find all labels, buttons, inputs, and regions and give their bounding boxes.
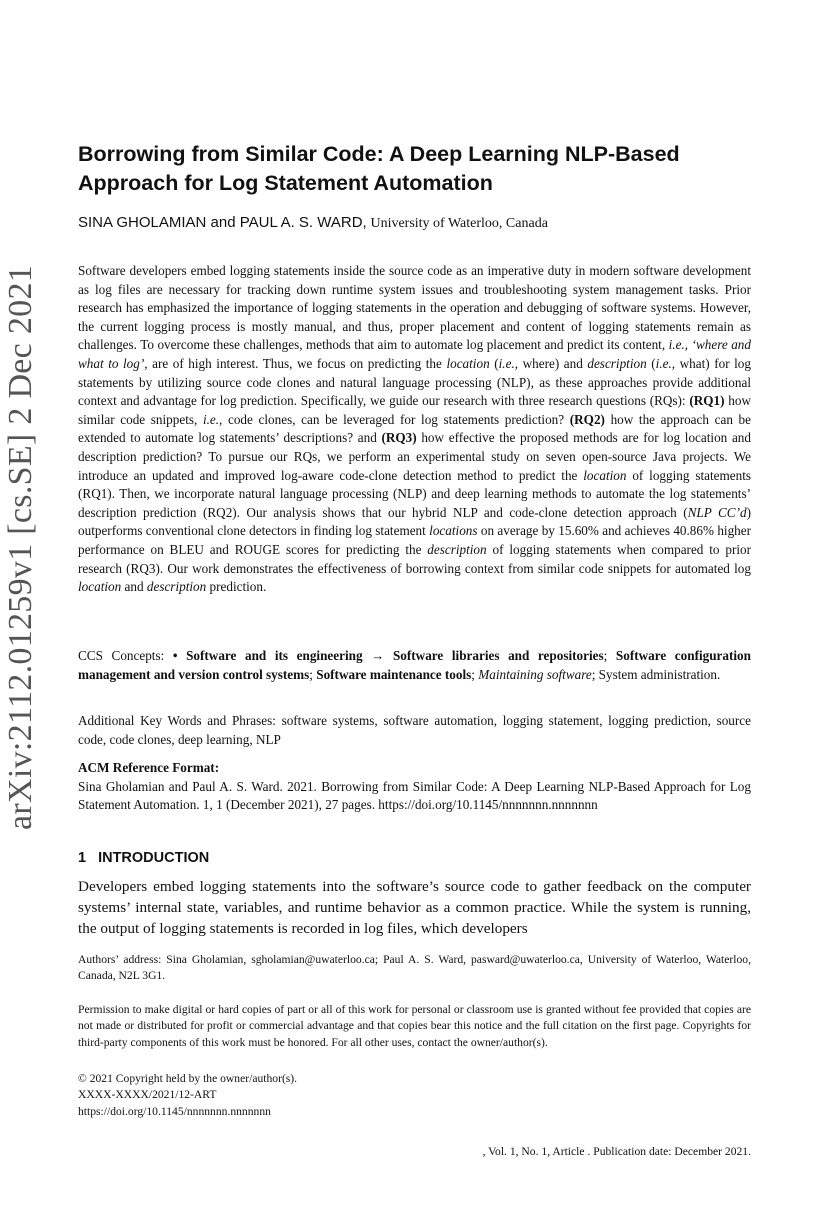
doi-link[interactable]: https://doi.org/10.1145/nnnnnnn.nnnnnnn xyxy=(78,1104,271,1118)
issn-line: XXXX-XXXX/2021/12-ART xyxy=(78,1088,217,1102)
author-affiliation: University of Waterloo, Canada xyxy=(370,216,548,231)
page-footer: , Vol. 1, No. 1, Article . Publication date: December 2021. xyxy=(482,1145,751,1158)
acm-reference xyxy=(78,759,751,815)
paper-title xyxy=(78,140,758,198)
abstract xyxy=(78,262,751,597)
acm-reference-text: Sina Gholamian and Paul A. S. Ward. 2021. Borrowing from Similar Code: A Deep Learning NLP-Based Approach for Log Statement Automation. 1, 1 (December 2021), 27 pages. https://doi.org/10.1145/nnnnnnn.nnnnnnn xyxy=(78,778,751,813)
section-number: 1 xyxy=(78,850,87,866)
ccs-concepts: CCS Concepts: • Software and its engineering → Software libraries and repositories; Software configuration management and version control systems; Software maintenance tools; Maintaining software; System administration. xyxy=(78,648,751,682)
keywords: Additional Key Words and Phrases: software systems, software automation, logging statement, logging prediction, source code, code clones, deep learning, NLP xyxy=(78,713,751,747)
paper-title-line-2: Approach for Log Statement Automation xyxy=(78,171,493,195)
paper-title-line-1: Borrowing from Similar Code: A Deep Learning NLP-Based xyxy=(78,142,680,166)
permission-notice: Permission to make digital or hard copies of part or all of this work for personal or classroom use is granted without fee provided that copies are not made or distributed for profit or commercial advantage and that copies bear this notice and the full citation on the first page. Copyrights for third-party components of this work must be honored. For all other uses, contact the owner/author(s). xyxy=(78,1003,751,1049)
introduction-paragraph: Developers embed logging statements into the software’s source code to gather feedback on the computer systems’ internal state, variables, and runtime behavior as a common practice. While the system is running, the output of logging statements is recorded in log files, which developers xyxy=(78,878,751,937)
author-names: SINA GHOLAMIAN and PAUL A. S. WARD, xyxy=(78,214,367,231)
authors-address-footnote: Authors’ address: Sina Gholamian, sgholamian@uwaterloo.ca; Paul A. S. Ward, pasward@uwaterloo.ca, University of Waterloo, Waterloo, Canada, N2L 3G1. xyxy=(78,953,751,983)
section-title: INTRODUCTION xyxy=(98,850,210,866)
acm-reference-heading: ACM Reference Format: xyxy=(78,760,220,775)
section-heading-introduction xyxy=(78,850,209,866)
abstract-paragraph: Software developers embed logging statements inside the source code as an imperative duty in modern software development as log files are necessary for tracking down runtime system issues and troubleshooting system management tasks. Prior research has emphasized the importance of logging statements in the operation and debugging of software systems. However, the current logging process is mostly manual, and thus, proper placement and content of logging statements remain as challenges. To overcome these challenges, methods that aim to automate log placement and predict its content, i.e., ‘where and what to log’, are of high interest. Thus, we focus on predicting the location (i.e., where) and description (i.e., what) for log statements by utilizing source code clones and natural language processing (NLP), as these approaches provide additional context and advantage for log prediction. Specifically, we guide our research with three research questions (RQs): (RQ1) how similar code snippets, i.e., code clones, can be leveraged for log statements prediction? (RQ2) how the approach can be extended to automate log statements’ descriptions? and (RQ3) how effective the proposed methods are for log location and description prediction? To pursue our RQs, we perform an experimental study on seven open-source Java projects. We introduce an updated and improved log-aware code-clone detection method to predict the location of logging statements (RQ1). Then, we incorporate natural language processing (NLP) and deep learning methods to automate the log statements’ description prediction (RQ2). Our analysis shows that our hybrid NLP and code-clone detection approach (NLP CC’d) outperforms conventional clone detectors in finding log statement locations on average by 15.60% and achieves 40.86% higher performance on BLEU and ROUGE scores for predicting the description of logging statements when compared to prior research (RQ3). Our work demonstrates the effectiveness of borrowing context from similar code snippets for automated log location and description prediction. xyxy=(78,263,752,595)
copyright-block xyxy=(78,1071,751,1120)
copyright-line: © 2021 Copyright held by the owner/author(s). xyxy=(78,1072,298,1085)
author-line xyxy=(78,214,758,232)
arxiv-identifier-stamp: arXiv:2112.01259v1 [cs.SE] 2 Dec 2021 xyxy=(2,264,39,830)
